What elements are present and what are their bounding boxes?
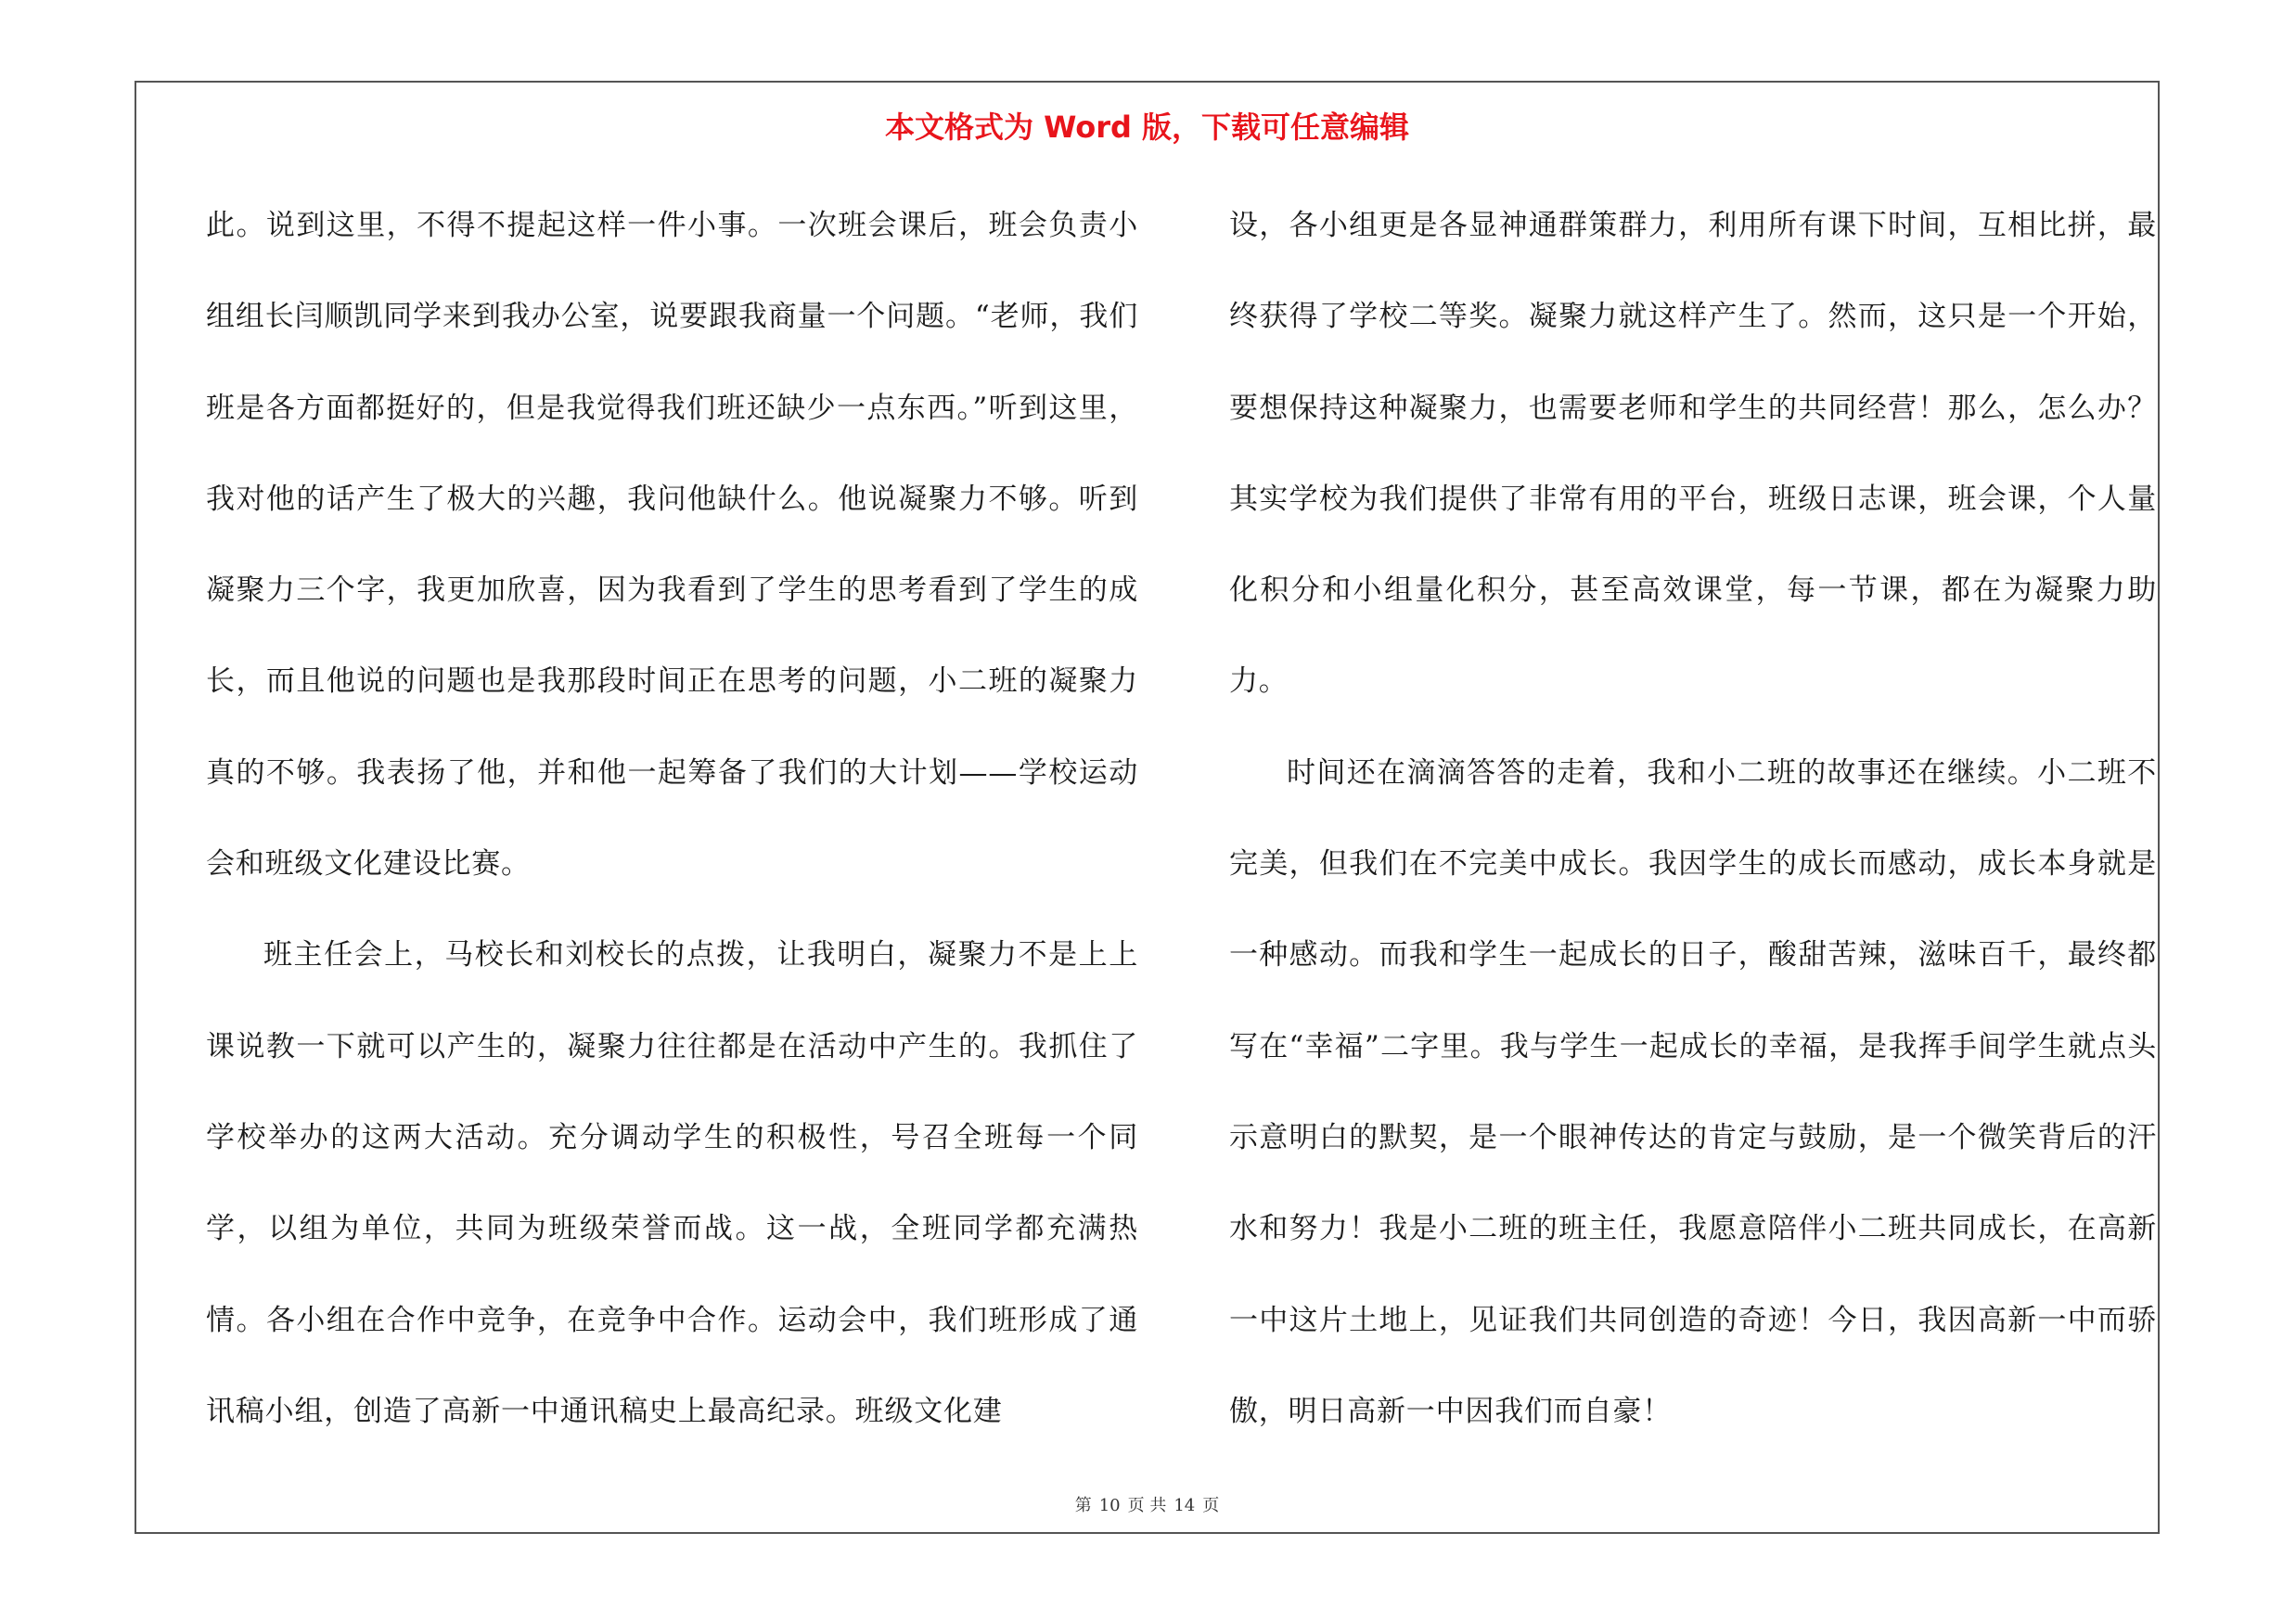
right-text-column: [1229, 180, 2157, 1457]
page-frame: [135, 81, 2160, 1534]
total-page-count: 14: [1174, 1496, 1196, 1515]
footer-middle: 页 共: [1127, 1496, 1167, 1515]
paragraph: 此。说到这里，不得不提起这样一件小事。一次班会课后，班会负责小组组长闫顺凯同学来到我办公室，说要跟我商量一个问题。“老师，我们班是各方面都挺好的，但是我觉得我们班还缺少一点东西。”听到这里，我对他的话产生了极大的兴趣，我问他缺什么。他说凝聚力不够。听到凝聚力三个字，我更加欣喜，因为我看到了学生的思考看到了学生的成长，而且他说的问题也是我那段时间正在思考的问题，小二班的凝聚力真的不够。我表扬了他，并和他一起筹备了我们的大计划——学校运动会和班级文化建设比赛。: [206, 209, 1138, 882]
page-number-footer: [136, 1495, 2158, 1517]
word-format-banner: 本文格式为 Word 版，下载可任意编辑: [884, 109, 1410, 145]
paragraph: 设，各小组更是各显神通群策群力，利用所有课下时间，互相比拼，最终获得了学校二等奖。凝聚力就这样产生了。然而，这只是一个开始，要想保持这种凝聚力，也需要老师和学生的共同经营！那么，怎么办？其实学校为我们提供了非常有用的平台，班级日志课，班会课，个人量化积分和小组量化积分，甚至高效课堂，每一节课，都在为凝聚力助力。: [1229, 209, 2157, 699]
current-page-number: 10: [1098, 1496, 1121, 1515]
footer-prefix: 第: [1074, 1496, 1092, 1515]
footer-suffix: 页: [1202, 1496, 1220, 1515]
left-text-column: [206, 180, 1138, 1457]
paragraph: 时间还在滴滴答答的走着，我和小二班的故事还在继续。小二班不完美，但我们在不完美中成长。我因学生的成长而感动，成长本身就是一种感动。而我和学生一起成长的日子，酸甜苦辣，滋味百千，最终都写在“幸福”二字里。我与学生一起成长的幸福，是我挥手间学生就点头示意明白的默契，是一个眼神传达的肯定与鼓励，是一个微笑背后的汗水和努力！我是小二班的班主任，我愿意陪伴小二班共同成长，在高新一中这片土地上，见证我们共同创造的奇迹！今日，我因高新一中而骄傲，明日高新一中因我们而自豪！: [1229, 755, 2157, 1428]
paragraph: 班主任会上，马校长和刘校长的点拨，让我明白，凝聚力不是上上课说教一下就可以产生的，凝聚力往往都是在活动中产生的。我抓住了学校举办的这两大活动。充分调动学生的积极性，号召全班每一个同学，以组为单位，共同为班级荣誉而战。这一战，全班同学都充满热情。各小组在合作中竞争，在竞争中合作。运动会中，我们班形成了通讯稿小组，创造了高新一中通讯稿史上最高纪录。班级文化建: [206, 938, 1138, 1428]
